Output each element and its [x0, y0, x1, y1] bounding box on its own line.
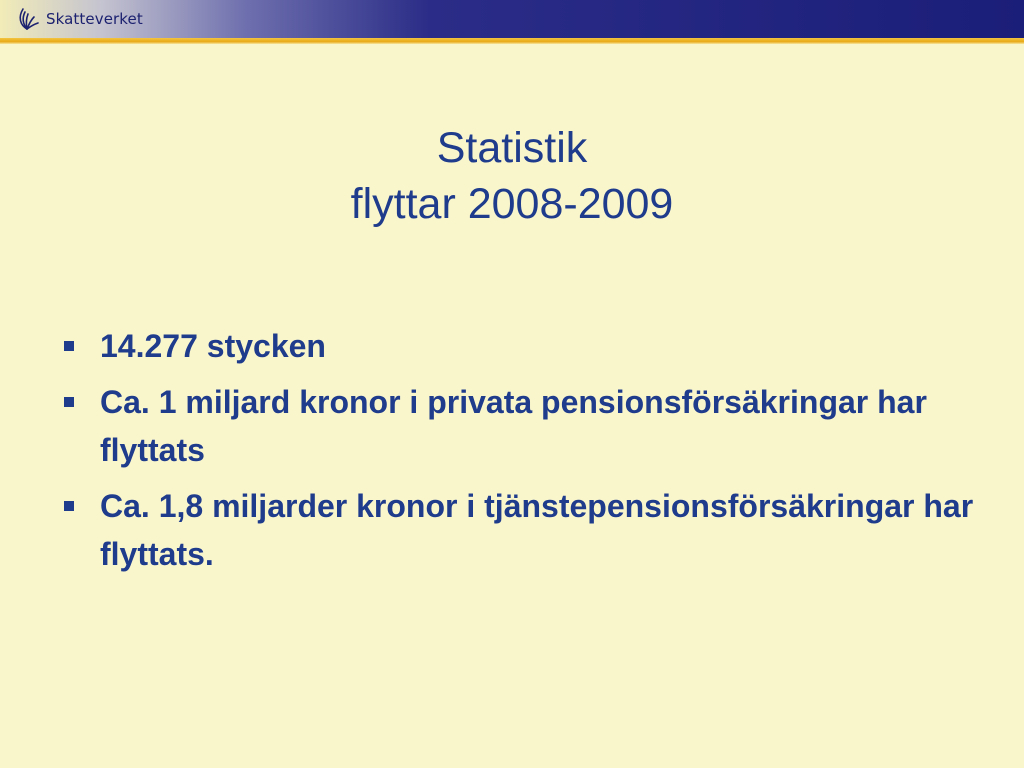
bullet-list: [60, 322, 1000, 586]
bullet-item: [60, 482, 1000, 578]
skatteverket-logo: [14, 4, 143, 34]
slide-title-line-2: flyttar 2008-2009: [350, 180, 674, 228]
bullet-item: [60, 378, 1000, 474]
logo-text: Skatteverket: [46, 10, 143, 28]
square-bullet-icon: [64, 341, 74, 351]
slide-title-line-1: Statistik: [436, 124, 588, 172]
square-bullet-icon: [64, 501, 74, 511]
bullet-text: Ca. 1,8 miljarder kronor i tjänstepensionsförsäkringar har flyttats.: [100, 488, 974, 572]
slide-title: [0, 120, 1024, 232]
skatteverket-logo-icon: [14, 5, 40, 33]
square-bullet-icon: [64, 397, 74, 407]
bullet-text: Ca. 1 miljard kronor i privata pensionsförsäkringar har flyttats: [100, 384, 927, 468]
bullet-item: [60, 322, 1000, 370]
header-bar: [0, 0, 1024, 38]
header-accent-line: [0, 38, 1024, 44]
bullet-text: 14.277 stycken: [100, 328, 326, 364]
